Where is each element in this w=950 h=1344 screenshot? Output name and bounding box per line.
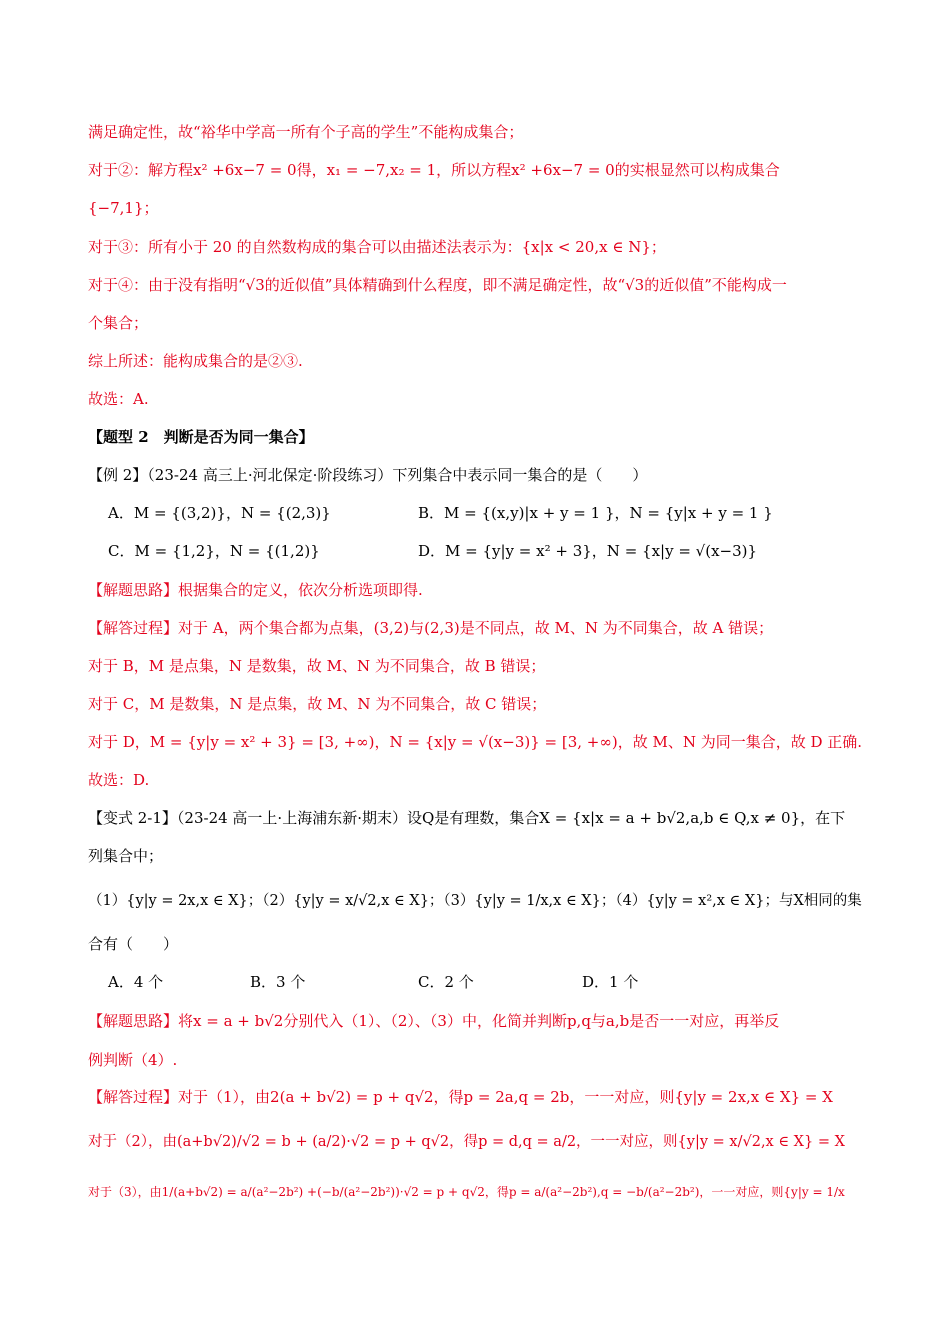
variant-option-a: A．4 个 — [108, 973, 164, 991]
solution-process: 【解答过程】对于 A，两个集合都为点集，(3,2)与(2,3)是不同点，故 M、N 为不同集合，故 A 错误； — [88, 619, 774, 637]
text-line: 对于④：由于没有指明“√3的近似值”具体精确到什么程度，即不满足确定性，故“√3的近似值”不能构成一 — [88, 276, 787, 294]
text-line: 对于 B，M 是点集，N 是数集，故 M、N 为不同集合，故 B 错误； — [88, 657, 546, 675]
solution-idea: 【解题思路】根据集合的定义，依次分析选项即得. — [88, 581, 423, 599]
text-line: 对于 D，M = {y|y = x² + 3} = [3, +∞)，N = {x|y = √(x−3)} = [3, +∞)，故 M、N 为同一集合，故 D 正确. — [88, 733, 863, 751]
text-line: {−7,1}； — [88, 199, 159, 217]
text-line: 列集合中； — [88, 847, 164, 865]
section-heading: 【题型 2 判断是否为同一集合】 — [88, 428, 314, 446]
solution-process: 【解答过程】对于（1），由2(a + b√2) = p + q√2，得p = 2a,q = 2b，一一对应，则{y|y = 2x,x ∈ X} = X — [88, 1088, 833, 1106]
text-line: （1）{y|y = 2x,x ∈ X}；（2）{y|y = x/√2,x ∈ X}；（3）{y|y = 1/x,x ∈ X}；（4）{y|y = x²,x ∈ X}；与X相同的集 — [88, 893, 862, 909]
variant-option-c: C．2 个 — [418, 973, 474, 991]
text-line: 例判断（4）. — [88, 1051, 178, 1069]
variant-option-b: B．3 个 — [250, 973, 306, 991]
text-line: 故选：D. — [88, 771, 150, 789]
solution-idea: 【解题思路】将x = a + b√2分别代入（1）、（2）、（3）中，化简并判断p,q与a,b是否一一对应，再举反 — [88, 1012, 780, 1030]
option-d: D．M = {y|y = x² + 3}，N = {x|y = √(x−3)} — [418, 542, 758, 560]
example-title: 【例 2】（23-24 高三上·河北保定·阶段练习）下列集合中表示同一集合的是（ ） — [88, 466, 648, 484]
text-line: 对于（2），由(a+b√2)/√2 = b + (a/2)·√2 = p + q√2，得p = d,q = a/2，一一对应，则{y|y = x/√2,x ∈ X} = X — [88, 1134, 845, 1150]
text-line: 对于③：所有小于 20 的自然数构成的集合可以由描述法表示为：{x|x < 20,x ∈ N}； — [88, 238, 666, 256]
variant-title: 【变式 2-1】（23-24 高一上·上海浦东新·期末）设Q是有理数，集合X = {x|x = a + b√2,a,b ∈ Q,x ≠ 0}，在下 — [88, 809, 846, 827]
text-line: 综上所述：能构成集合的是②③. — [88, 352, 303, 370]
text-line: 对于（3），由1/(a+b√2) = a/(a²−2b²) +(−b/(a²−2b²))·√2 = p + q√2，得p = a/(a²−2b²),q = −b/(a²−2b²)，一一对应，则{y|y = 1/x — [88, 1185, 845, 1199]
text-line: 合有（ ） — [88, 935, 179, 953]
option-a: A．M = {(3,2)}，N = {(2,3)} — [108, 504, 331, 522]
option-c: C．M = {1,2}，N = {(1,2)} — [108, 542, 320, 560]
text-line: 对于 C，M 是数集，N 是点集，故 M、N 为不同集合，故 C 错误； — [88, 695, 547, 713]
text-line: 故选：A. — [88, 390, 149, 408]
text-line: 满足确定性，故“裕华中学高一所有个子高的学生”不能构成集合； — [88, 123, 524, 141]
option-b: B．M = {(x,y)|x + y = 1 }，N = {y|x + y = 1 } — [418, 504, 773, 522]
text-line: 对于②：解方程x² +6x−7 = 0得，x₁ = −7,x₂ = 1，所以方程x² +6x−7 = 0的实根显然可以构成集合 — [88, 161, 780, 179]
text-line: 个集合； — [88, 314, 149, 332]
variant-option-d: D．1 个 — [582, 973, 639, 991]
